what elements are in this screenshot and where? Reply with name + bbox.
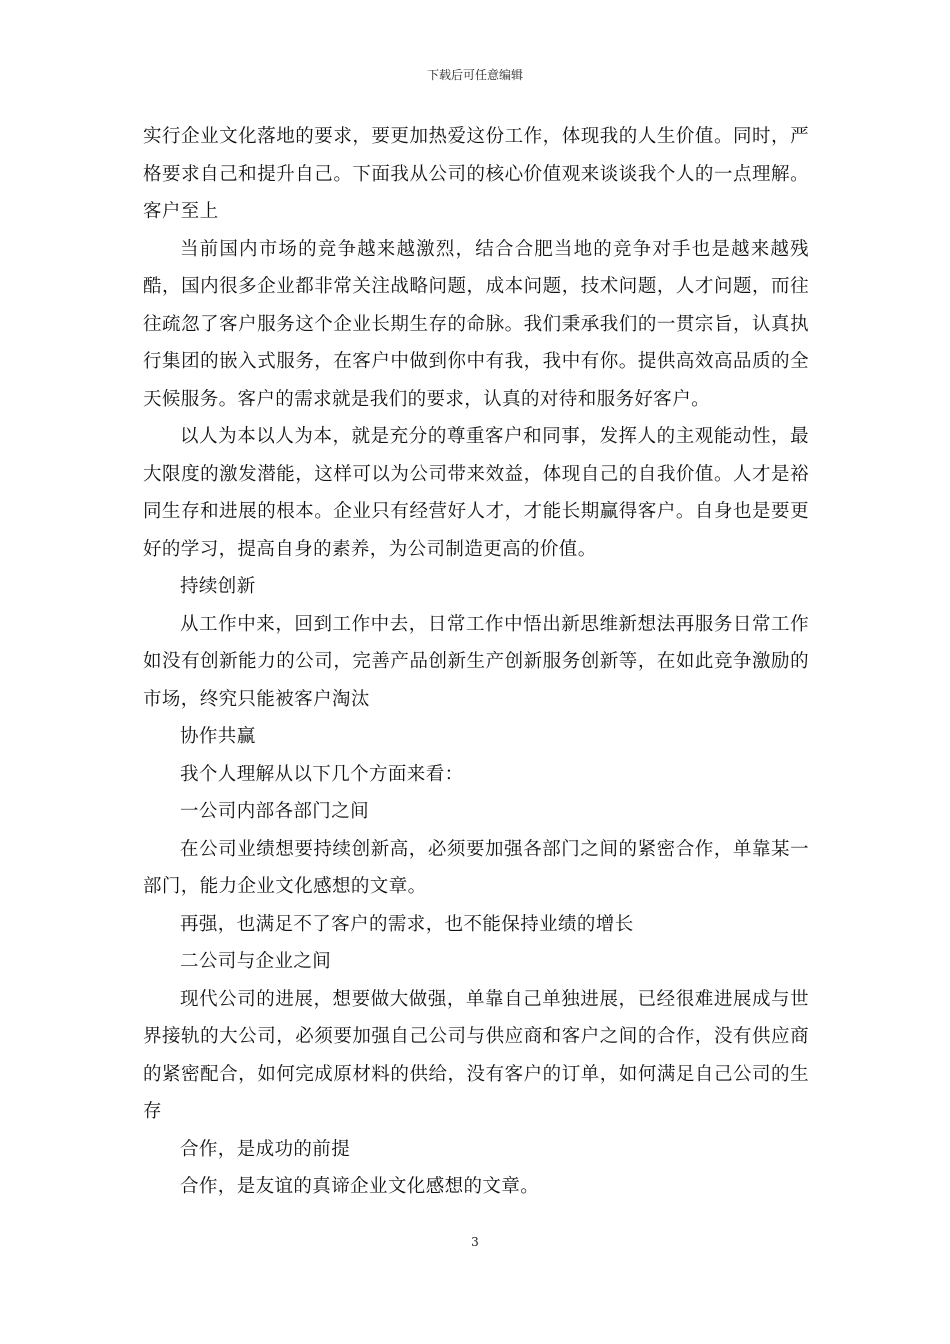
paragraph-people-oriented: 以人为本以人为本，就是充分的尊重客户和同事，发挥人的主观能动性，最大限度的激发潜能，这样可以为公司带来效益，体现自己的自我价值。人才是裕同生存和进展的根本。企业只有经营好人才，才能长期赢得客户。自身也是要更好的学习，提高自身的素养，为公司制造更高的价值。 [143, 426, 809, 560]
paragraph-intro-continuation: 实行企业文化落地的要求，要更加热爱这份工作，体现我的人生价值。同时，严格要求自己和提升自己。下面我从公司的核心价值观来谈谈我个人的一点理解。客户至上 [143, 126, 809, 222]
paragraph-performance-growth: 再强，也满足不了客户的需求，也不能保持业绩的增长 [180, 913, 634, 935]
paragraph-personal-view: 我个人理解从以下几个方面来看： [180, 763, 464, 785]
document-body [143, 118, 809, 1206]
paragraph-cooperation-friendship: 合作，是友谊的真谛企业文化感想的文章。 [180, 1176, 540, 1197]
page-number: 3 [471, 1235, 479, 1249]
paragraph-cooperation-success: 合作，是成功的前提 [180, 1138, 351, 1160]
subheading-company-enterprise: 二公司与企业之间 [180, 951, 332, 972]
paragraph-innovation: 从工作中来，回到工作中去，日常工作中悟出新思维新想法再服务日常工作如没有创新能力的公司，完善产品创新生产创新服务创新等，在如此竞争激励的市场，终究只能被客户淘汰 [143, 613, 809, 710]
heading-collaboration: 协作共赢 [180, 726, 256, 747]
paragraph-internal-cooperation: 在公司业绩想要持续创新高，必须要加强各部门之间的紧密合作，单靠某一部门，能力企业文化感想的文章。 [143, 838, 809, 897]
paragraph-customer-first: 当前国内市场的竞争越来越激烈，结合合肥当地的竞争对手也是越来越残酷，国内很多企业都非常关注战略问题，成本问题，技术问题，人才问题，而往往疏忽了客户服务这个企业长期生存的命脉。我们秉承我们的一贯宗旨，认真执行集团的嵌入式服务，在客户中做到你中有我，我中有你。提供高效高品质的全天候服务。客户的需求就是我们的要求，认真的对待和服务好客户。 [143, 238, 809, 410]
heading-continuous-innovation: 持续创新 [180, 576, 256, 597]
paragraph-external-cooperation: 现代公司的进展，想要做大做强，单靠自己单独进展，已经很难进展成与世界接轨的大公司，必须要加强自己公司与供应商和客户之间的合作，没有供应商的紧密配合，如何完成原材料的供给，没有客户的订单，如何满足自己公司的生存 [143, 988, 809, 1122]
subheading-internal-departments: 一公司内部各部门之间 [180, 801, 370, 822]
page-header: 下载后可任意编辑 [426, 68, 523, 82]
